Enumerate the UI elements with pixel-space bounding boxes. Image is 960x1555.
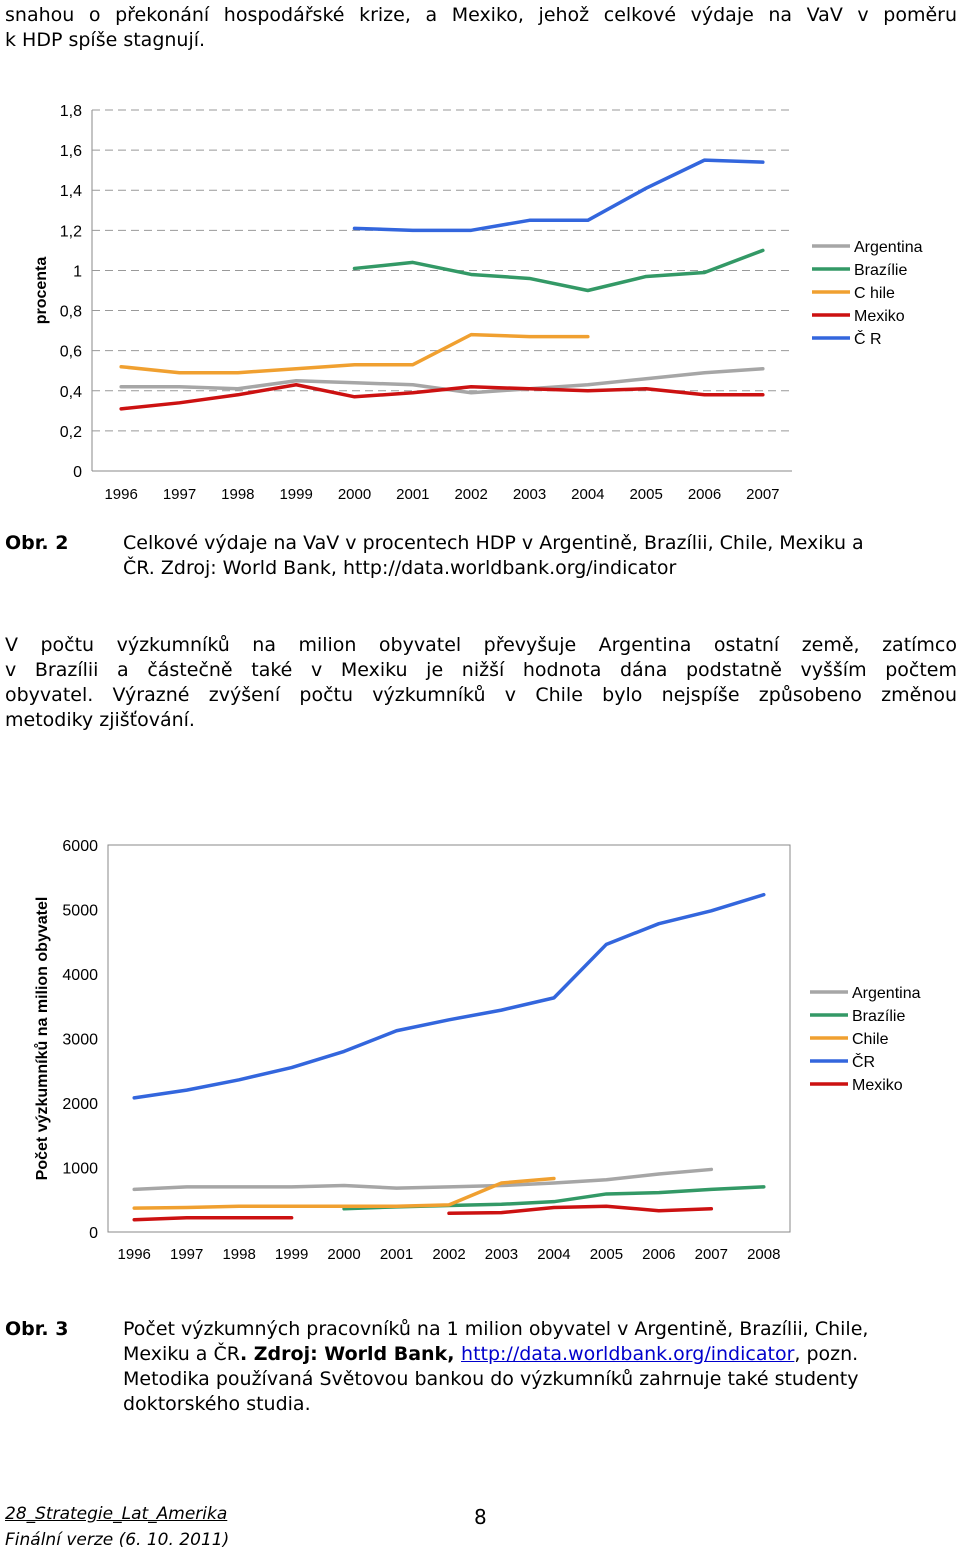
figure-3-caption-line-4: doktorského studia. [123,1393,311,1415]
x-tick-label: 2004 [571,486,605,503]
figure-3-caption-line-3: Metodika používaná Světovou bankou do výzkumníků zahrnuje také studenty [123,1368,859,1390]
y-tick-label: 1,6 [59,143,82,161]
figure-2-label: Obr. 2 [5,532,69,554]
x-tick-label: 1997 [162,486,197,503]
x-tick-label: 2008 [747,1246,781,1263]
x-tick-label: 2001 [379,1246,414,1263]
series-line-mexiko [449,1206,711,1213]
x-tick-label: 1997 [170,1246,204,1263]
intro-line-2: k HDP spíše stagnují. [5,29,206,51]
legend-label: ČR [852,1054,876,1071]
y-tick-label: 1000 [62,1160,98,1178]
footer-page-number: 8 [474,1505,487,1529]
x-tick-label: 2005 [589,1246,624,1263]
y-tick-label: 6000 [62,838,98,855]
figure-3-label: Obr. 3 [5,1318,69,1340]
legend-label: Mexiko [854,308,905,325]
y-tick-label: 4000 [62,967,98,984]
figure-3-caption-line-1: Počet výzkumných pracovníků na 1 milion obyvatel v Argentině, Brazílii, Chile, [123,1318,869,1340]
x-tick-label: 1998 [222,1246,256,1263]
y-tick-label: 1,8 [59,103,82,120]
x-tick-label: 2007 [746,486,780,503]
legend-label: Argentina [852,985,921,1002]
x-tick-label: 2005 [629,486,663,503]
x-tick-label: 2000 [327,1246,361,1263]
legend-label: C hile [854,285,895,302]
paragraph-line-2: v Brazílii a částečně také v Mexiku je nižší hodnota dána podstatně vyšším počtem [5,659,957,681]
legend-label: Č R [854,331,882,348]
x-tick-label: 2006 [687,486,722,503]
series-line-argentina [134,1169,711,1189]
researchers-chart [0,820,960,1270]
footer-doc-name: 28_Strategie_Lat_Amerika [5,1504,228,1524]
footer-version: Finální verze (6. 10. 2011) [5,1530,230,1550]
y-tick-label: 2000 [62,1096,98,1113]
caption-text-c: , pozn. [794,1343,859,1365]
y-tick-label: 1,2 [59,223,82,241]
x-tick-label: 2007 [694,1246,728,1263]
y-axis-title: Počet výzkumníků na milion obyvatel [34,896,51,1181]
figure-2-caption-line-1: Celkové výdaje na VaV v procentech HDP v Argentině, Brazílii, Chile, Mexiku a [123,532,864,554]
intro-line-1: snahou o překonání hospodářské krize, a Mexiko, jehož celkové výdaje na VaV v poměru [5,4,957,26]
paragraph-line-4: metodiky zjišťování. [5,709,195,731]
plot-area [108,845,790,1232]
legend-label: Chile [852,1031,889,1048]
y-tick-label: 0 [73,464,82,481]
x-tick-label: 1996 [104,486,138,503]
series-line-brazílie [355,250,763,290]
x-tick-label: 1999 [279,486,313,503]
x-tick-label: 2001 [396,486,430,503]
y-tick-label: 0,2 [59,423,82,441]
x-tick-label: 1999 [274,1246,309,1263]
paragraph-line-1: V počtu výzkumníků na milion obyvatel převyšuje Argentina ostatní země, zatímco [5,634,957,656]
x-tick-label: 2002 [432,1246,466,1263]
series-line-chile [121,335,588,373]
figure-2-caption-line-2: ČR. Zdroj: World Bank, http://data.worldbank.org/indicator [123,557,677,579]
x-tick-label: 2000 [337,486,372,503]
series-line-čr [355,160,763,230]
y-tick-label: 1 [73,263,82,281]
x-tick-label: 2002 [454,486,488,503]
series-line-mexiko [134,1218,291,1220]
y-axis-title: procenta [33,256,50,325]
caption-text-b: . Zdroj: World Bank, [239,1343,462,1365]
rd-spending-chart [0,90,960,510]
x-tick-label: 2003 [484,1246,519,1263]
x-tick-label: 2006 [642,1246,676,1263]
figure-3-caption-line-2 [123,1342,858,1367]
paragraph-line-3: obyvatel. Výrazné zvýšení počtu výzkumníků v Chile bylo nejspíše způsobeno změnou [5,684,957,706]
caption-text-a: Mexiku a ČR [123,1343,240,1365]
legend-label: Brazílie [852,1008,906,1025]
y-tick-label: 0,8 [59,303,82,321]
y-tick-label: 0,4 [59,383,82,401]
worldbank-link[interactable]: http://data.worldbank.org/indicator [461,1343,795,1365]
y-tick-label: 3000 [62,1031,98,1049]
x-tick-label: 2003 [512,486,547,503]
legend-label: Brazílie [854,262,908,279]
y-tick-label: 5000 [62,902,98,920]
y-tick-label: 0 [89,1225,98,1242]
legend-label: Mexiko [852,1077,903,1094]
y-tick-label: 1,4 [59,183,82,201]
legend-label: Argentina [854,239,923,256]
x-tick-label: 1998 [221,486,255,503]
y-tick-label: 0,6 [59,343,82,361]
x-tick-label: 1996 [117,1246,151,1263]
x-tick-label: 2004 [537,1246,571,1263]
series-line-čr [134,895,764,1098]
